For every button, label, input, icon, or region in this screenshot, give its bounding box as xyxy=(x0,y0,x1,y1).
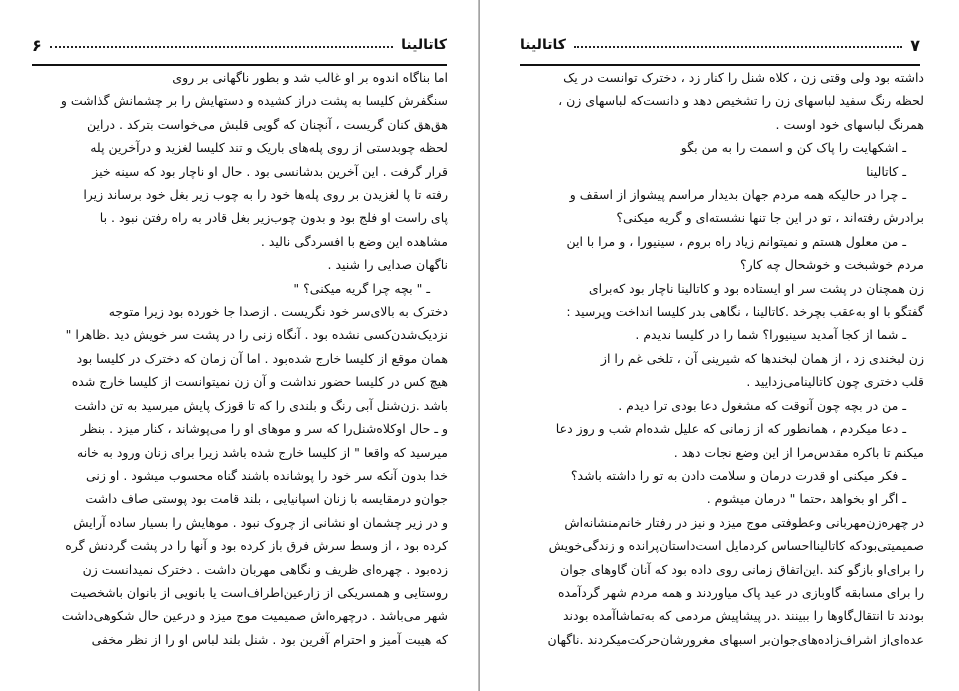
text-line: باشد .زن‌شنل آبی رنگ و بلندی را که تا قوزک پایش میرسید به تن داشت xyxy=(74,397,448,413)
text-line: را برای مسابقه گاوبازی در عید پاک میاوردند و همه مردم شهر گردآمده xyxy=(558,584,924,600)
text-line: زن لبخندی زد ، از همان لبخندها که شیرینی آن ، تلخی غم را از xyxy=(600,350,924,366)
left-page-header xyxy=(32,30,447,60)
text-line: رفته تا پا لغزیدن بر روی پله‌ها خود را به چوب زیر بغل خود برساند زیرا xyxy=(83,187,448,203)
text-line: که هیبت آمیز و احترام آفرین بود . شنل بلند لباس او را از نظر مخفی xyxy=(91,631,448,647)
text-line: زن همچنان در پشت سر او ایستاده بود و کاتالینا ناچار بود که‌برای xyxy=(588,280,924,296)
right-page xyxy=(480,0,959,691)
text-line: جوان‌و درمقایسه با زنان اسپانیایی ، بلند قامت بود پوستی صاف داشت xyxy=(85,491,448,507)
text-line: لحظه چوبدستی از روی پله‌های باریک و تند کلیسا لغزید و درآخرین پله xyxy=(90,140,448,156)
text-line: همرنگ لباسهای خود اوست . xyxy=(775,116,924,132)
text-line: عده‌ای‌از اشراف‌زاده‌های‌جوان‌بر اسبهای مغرورشان‌حرکت‌میکردند .ناگهان xyxy=(547,631,924,647)
text-line: ـ من در بچه چون آنوقت که مشغول دعا بودی ترا دیدم . xyxy=(618,397,906,413)
text-line: قرار گرفت . این آخرین بدشانسی بود . حال او ناچار بود که سینه خیز xyxy=(92,163,448,179)
text-line: بودند تا انتقال‌گاوها را ببینند .در پیشاپیش مردمی که به‌تماشاآمده بودند xyxy=(562,608,924,624)
right-page-body xyxy=(524,66,924,651)
text-line: ـ من معلول هستم و نمیتوانم زیاد راه بروم ، سینیورا ، و مرا با این xyxy=(566,233,906,249)
text-line: و ـ حال او‌کلاه‌شنل‌را که سر و موهای او را می‌پوشاند ، کنار میزد . بنظر xyxy=(80,421,448,437)
text-line: میکنم تا باکره مقدس‌مرا از این وضع نجات دهد . xyxy=(673,444,924,460)
running-title: کاتالینا xyxy=(520,37,566,53)
text-line: پای راست او فلج بود و بدون چوب‌زیر بغل قادر به راه رفتن نبود . با xyxy=(99,210,448,226)
text-line: ناگهان صدایی را شنید . xyxy=(327,257,448,273)
text-line: همان موقع از کلیسا خارج شده‌بود . اما آن زمان که دخترک در کلیسا بود xyxy=(76,350,448,366)
left-page-body xyxy=(34,66,448,651)
text-line: برادرش رفته‌اند ، تو در این جا تنها نشسته‌ای و گریه میکنی؟ xyxy=(616,210,924,226)
text-line: کرده بود ، از وسط سرش فرق باز کرده بود و آنها را در پشت گردنش گره xyxy=(65,538,448,554)
text-line: خدا بدون آنکه سر خود را پوشانده باشند گناه محسوب میشود . او زنی xyxy=(85,467,448,483)
text-line: لحظه رنگ سفید لباسهای زن را تشخیص دهد و دانست‌که لباسهای زن ، xyxy=(558,93,924,109)
text-line: ـ " بچه چرا گریه میکنی؟ " xyxy=(293,280,430,296)
text-line: نزدیک‌شدن‌کسی نشده بود . آنگاه زنی را در پشت سر خویش دید .ظاهرا " xyxy=(65,327,448,343)
text-line: ـ چرا در حالیکه همه مردم جهان بدیدار مراسم پیشواز از اسقف و xyxy=(569,187,906,203)
text-line: روستایی و همسریکی از زارعین‌اطراف‌است یا بانویی از بانوان باشخصیت xyxy=(70,584,448,600)
text-line: گفتگو با او به‌عقب بچرخد .کاتالینا ، نگاهی بدر کلیسا انداخت وپرسید : xyxy=(566,304,924,320)
text-line: اما بناگاه اندوه بر او غالب شد و بطور ناگهانی بر روی xyxy=(172,70,448,85)
text-line: ـ اشکهایت را پاک کن و اسمت را به من بگو xyxy=(680,140,906,156)
header-dotted-leader xyxy=(50,46,393,48)
text-line: ـ شما از کجا آمدید سینیورا؟ شما را در کلیسا ندیدم . xyxy=(635,327,906,343)
text-line: هیچ کس در کلیسا حضور نداشت و آن زن نمیتوانست از کلیسا خارج شده xyxy=(71,374,448,390)
text-line: زده‌بود . چهره‌ای ظریف و نگاهی مهربان داشت . دخترک نمیدانست زن xyxy=(82,561,448,577)
text-line: در چهره‌زن‌مهربانی وعطوفتی موج میزد و نیز در رفتار خانم‌منشانه‌اش xyxy=(564,514,924,530)
page-number: ۷ xyxy=(910,35,920,55)
text-line: و در زیر چشمان او نشانی از چروک نبود . موهایش را بسیار ساده آرایش xyxy=(73,514,448,530)
text-line: مردم خوشبخت و خوشحال چه کار؟ xyxy=(739,257,924,273)
text-line: دخترک به بالای‌سر خود نگریست . از‌صدا جا خورده بود زیرا متوجه xyxy=(108,304,448,320)
text-line: شهر می‌باشد . درچهره‌اش صمیمیت موج میزد و درعین حال شکوهی‌داشت xyxy=(61,608,448,624)
header-dotted-leader xyxy=(574,46,902,48)
text-line: میرسید که واقعا " از کلیسا خارج شده باشد زیرا برای زنان ورود به خانه xyxy=(77,444,448,460)
text-line: هق‌هق کنان گریست ، آنچنان که گویی قلبش می‌خواست بترکد . دراین xyxy=(86,116,448,132)
text-line: ـ دعا میکردم ، همانطور که از زمانی که علیل شده‌ام شب و روز دعا xyxy=(555,421,906,437)
text-line: مشاهده این وضع با افسردگی نالید . xyxy=(260,233,448,249)
right-page-header xyxy=(520,30,920,60)
text-line: ـ کاتالینا xyxy=(866,163,906,179)
running-title: کاتالینا xyxy=(401,37,447,53)
text-line: سنگفرش کلیسا به پشت دراز کشیده و دستهایش را بر چشمانش گذاشت و xyxy=(60,93,448,109)
left-page xyxy=(0,0,479,691)
page-number: ۶ xyxy=(32,35,42,55)
text-line: را برای‌او بازگو کند .این‌اتفاق زمانی روی داده بود که آنان گاوهای جوان xyxy=(560,561,924,577)
text-line: قلب دختری چون کاتالینامی‌زدایید . xyxy=(746,374,924,390)
text-line: صمیمیتی‌بودکه کاتالینااحساس کردمایل است‌داستان‌پرانده‌ و زندگی‌خویش xyxy=(548,538,924,554)
text-line: ـ اگر او بخواهد ،حتما " درمان میشوم . xyxy=(706,491,906,507)
text-line: داشته بود ولی وقتی زن ، کلاه شنل را کنار زد ، دخترک توانست در یک xyxy=(563,70,924,85)
text-line: ـ فکر میکنی او قدرت درمان و سلامت دادن به تو را داشته باشد؟ xyxy=(570,467,906,483)
